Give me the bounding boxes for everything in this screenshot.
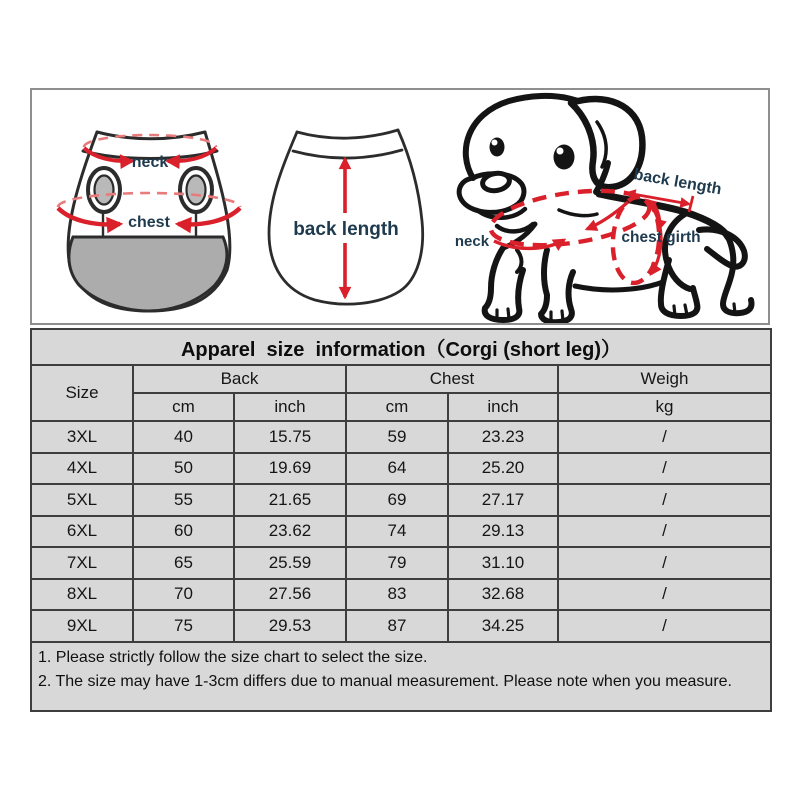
cell-chest-inch: 32.68	[448, 579, 558, 611]
cell-back-cm: 60	[133, 516, 234, 548]
cell-size: 3XL	[31, 421, 133, 453]
col-header-chest: Chest	[346, 365, 558, 393]
dog-diagram	[447, 90, 769, 323]
dog-neck-label: neck	[454, 233, 490, 250]
cell-chest-cm: 74	[346, 516, 448, 548]
cell-back-cm: 55	[133, 484, 234, 516]
cell-chest-inch: 29.13	[448, 516, 558, 548]
front-neck-label: neck	[131, 154, 169, 171]
garment-back-diagram	[255, 95, 437, 313]
cell-chest-inch: 23.23	[448, 421, 558, 453]
table-row	[31, 547, 771, 579]
table-row	[31, 484, 771, 516]
cell-weigh: /	[558, 453, 771, 485]
cell-weigh: /	[558, 421, 771, 453]
cell-weigh: /	[558, 579, 771, 611]
cell-chest-cm: 69	[346, 484, 448, 516]
leg-holes	[88, 168, 212, 212]
cell-size: 7XL	[31, 547, 133, 579]
table-row	[31, 453, 771, 485]
table-title-row	[31, 329, 771, 365]
dog-face	[481, 138, 574, 193]
col-header-size: Size	[31, 365, 133, 421]
col-header-chest-inch: inch	[448, 393, 558, 421]
cell-size: 5XL	[31, 484, 133, 516]
cell-back-cm: 40	[133, 421, 234, 453]
col-header-back-cm: cm	[133, 393, 234, 421]
table-header-row-1	[31, 365, 771, 393]
note-line-1: 1. Please strictly follow the size chart to select the size.	[38, 648, 428, 666]
size-table	[30, 328, 772, 712]
cell-weigh: /	[558, 610, 771, 642]
dog-back-length-label: back length	[632, 166, 723, 199]
cell-back-inch: 15.75	[234, 421, 346, 453]
cell-size: 6XL	[31, 516, 133, 548]
cell-back-inch: 23.62	[234, 516, 346, 548]
cell-back-cm: 65	[133, 547, 234, 579]
cell-chest-cm: 59	[346, 421, 448, 453]
cell-weigh: /	[558, 547, 771, 579]
col-header-chest-cm: cm	[346, 393, 448, 421]
notes-block	[31, 642, 771, 711]
table-row	[31, 516, 771, 548]
col-header-back-inch: inch	[234, 393, 346, 421]
dog-chest-girth-label: chest girth	[621, 229, 701, 246]
col-header-kg: kg	[558, 393, 771, 421]
cell-chest-inch: 31.10	[448, 547, 558, 579]
cell-back-inch: 25.59	[234, 547, 346, 579]
table-row	[31, 421, 771, 453]
cell-chest-cm: 87	[346, 610, 448, 642]
cell-back-cm: 75	[133, 610, 234, 642]
note-line-2: 2. The size may have 1-3cm differs due to manual measurement. Please note when you measure.	[38, 673, 732, 691]
table-row	[31, 579, 771, 611]
cell-size: 4XL	[31, 453, 133, 485]
cell-chest-inch: 27.17	[448, 484, 558, 516]
cell-back-cm: 70	[133, 579, 234, 611]
table-title: Apparel size information（Corgi (short leg)）	[31, 329, 771, 365]
measurement-diagram-panel	[30, 88, 770, 325]
garment-front-diagram	[45, 95, 255, 317]
cell-chest-inch: 25.20	[448, 453, 558, 485]
cell-chest-cm: 64	[346, 453, 448, 485]
cell-back-cm: 50	[133, 453, 234, 485]
cell-back-inch: 27.56	[234, 579, 346, 611]
cell-back-inch: 29.53	[234, 610, 346, 642]
cell-chest-inch: 34.25	[448, 610, 558, 642]
cell-back-inch: 21.65	[234, 484, 346, 516]
cell-back-inch: 19.69	[234, 453, 346, 485]
cell-chest-cm: 79	[346, 547, 448, 579]
cell-weigh: /	[558, 484, 771, 516]
col-header-back: Back	[133, 365, 346, 393]
back-length-label: back length	[293, 219, 399, 240]
col-header-weigh: Weigh	[558, 365, 771, 393]
cell-weigh: /	[558, 516, 771, 548]
cell-chest-cm: 83	[346, 579, 448, 611]
dog-outline	[459, 96, 751, 322]
cell-size: 9XL	[31, 610, 133, 642]
table-header-row-2	[31, 393, 771, 421]
front-chest-label: chest	[128, 214, 170, 231]
table-row	[31, 610, 771, 642]
notes-row	[31, 642, 771, 711]
belly-panel	[69, 237, 227, 311]
cell-size: 8XL	[31, 579, 133, 611]
